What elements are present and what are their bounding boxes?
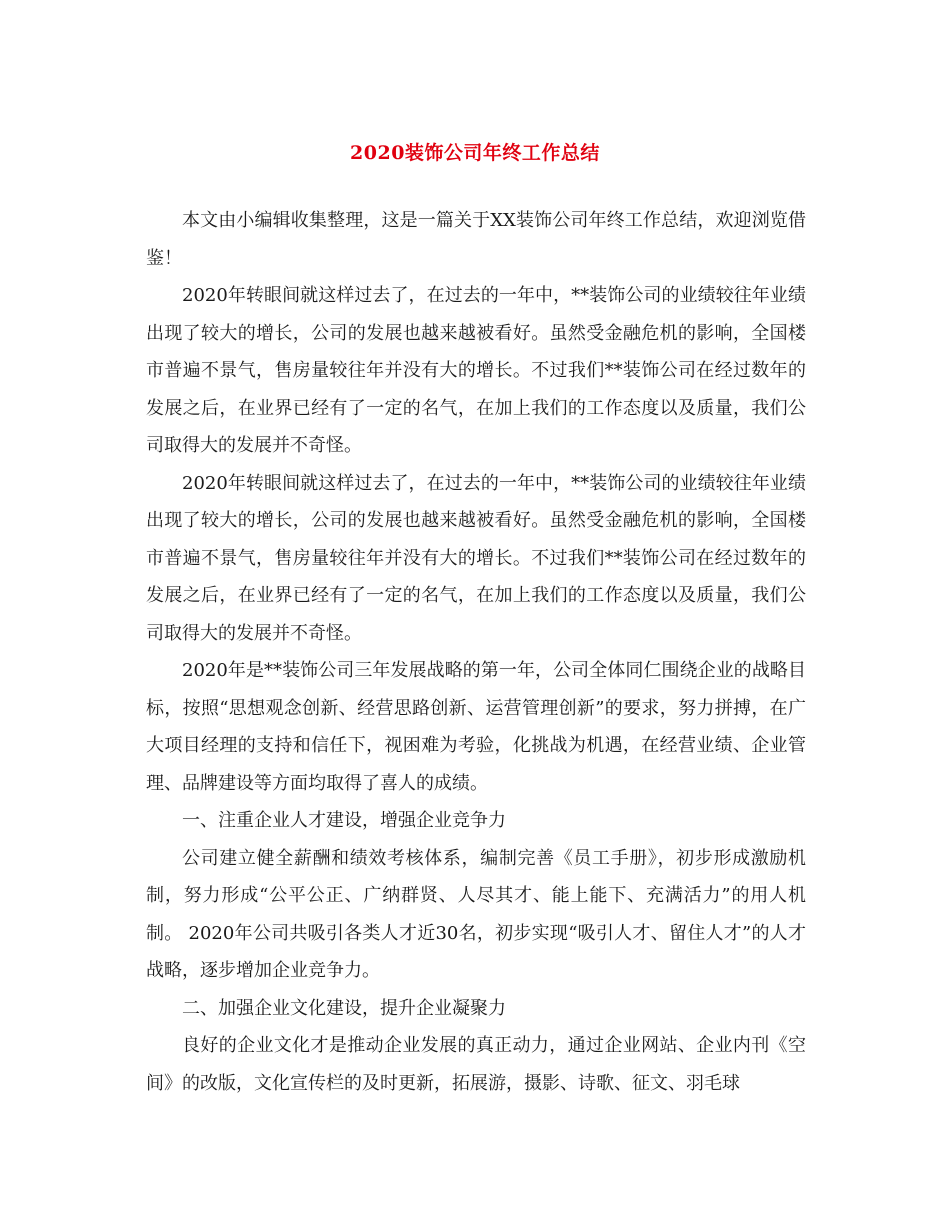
- section-heading-talent: 一、注重企业人才建设，增强企业竞争力: [182, 810, 506, 831]
- document-body: [146, 202, 806, 1102]
- section-paragraph-culture: 良好的企业文化才是推动企业发展的真正动力，通过企业网站、企业内刊《空间》的改版，文化宣传栏的及时更新，拓展游，摄影、诗歌、征文、羽毛球: [146, 1035, 806, 1094]
- intro-paragraph: 本文由小编辑收集整理，这是一篇关于XX装饰公司年终工作总结，欢迎浏览借鉴！: [146, 210, 806, 269]
- document-title: 2020装饰公司年终工作总结: [350, 142, 600, 164]
- body-paragraph: 2020年是**装饰公司三年发展战略的第一年，公司全体同仁围绕企业的战略目标，按照“思想观念创新、经营思路创新、运营管理创新”的要求，努力拼搏，在广大项目经理的支持和信任下，视困难为考验，化挑战为机遇，在经营业绩、企业管理、品牌建设等方面均取得了喜人的成绩。: [146, 660, 806, 794]
- body-paragraph: 2020年转眼间就这样过去了，在过去的一年中，**装饰公司的业绩较往年业绩出现了较大的增长，公司的发展也越来越被看好。虽然受金融危机的影响，全国楼市普遍不景气，售房量较往年并没有大的增长。不过我们**装饰公司在经过数年的发展之后，在业界已经有了一定的名气，在加上我们的工作态度以及质量，我们公司取得大的发展并不奇怪。: [146, 285, 806, 456]
- section-paragraph-talent: 公司建立健全薪酬和绩效考核体系，编制完善《员工手册》，初步形成激励机制，努力形成“公平公正、广纳群贤、人尽其才、能上能下、充满活力”的用人机制。 2020年公司共吸引各类人才近30名，初步实现“吸引人才、留住人才”的人才战略，逐步增加企业竞争力。: [146, 847, 806, 981]
- body-paragraph: 2020年转眼间就这样过去了，在过去的一年中，**装饰公司的业绩较往年业绩出现了较大的增长，公司的发展也越来越被看好。虽然受金融危机的影响，全国楼市普遍不景气，售房量较往年并没有大的增长。不过我们**装饰公司在经过数年的发展之后，在业界已经有了一定的名气，在加上我们的工作态度以及质量，我们公司取得大的发展并不奇怪。: [146, 472, 806, 644]
- section-heading-culture: 二、加强企业文化建设，提升企业凝聚力: [182, 997, 506, 1019]
